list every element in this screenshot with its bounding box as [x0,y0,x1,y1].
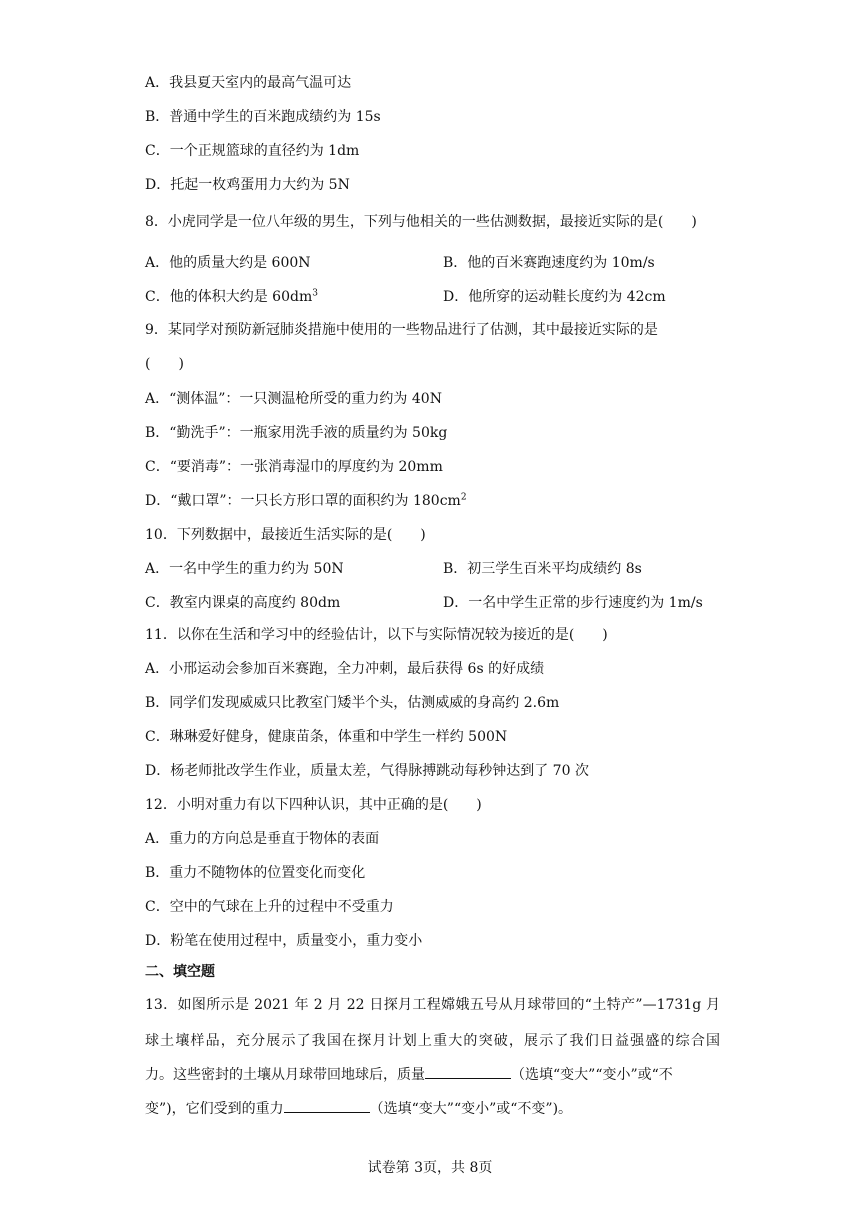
q10-option-d: D．一名中学生正常的步行速度约为 1m/s [443,595,703,611]
page-footer: 试卷第 3页，共 8页 [367,1160,493,1176]
q9-stem-line1: 9．某同学对预防新冠肺炎措施中使用的一些物品进行了估测，其中最接近实际的是 [145,322,658,338]
q10-option-b: B．初三学生百米平均成绩约 8s [443,561,642,577]
q10-option-c: C．教室内课桌的高度约 80dm [145,595,341,611]
q11-option-a: A．小邢运动会参加百米赛跑，全力冲刺，最后获得 6s 的好成绩 [145,661,545,677]
q9-option-b: B．“勤洗手”：一瓶家用洗手液的质量约为 50kg [145,425,448,441]
q13-line4-choices: （选填“变大”“变小”或“不变”)。 [369,1101,573,1117]
q7-option-d: D．托起一枚鸡蛋用力大约为 5N [145,177,350,193]
q13-line1: 13．如图所示是 2021 年 2 月 22 日探月工程嫦娥五号从月球带回的“土特产”—1731g 月 [145,997,720,1013]
q13-line2: 球土壤样品，充分展示了我国在探月计划上重大的突破，展示了我们日益强盛的综合国 [145,1033,720,1049]
q7-option-c: C．一个正规篮球的直径约为 1dm [145,143,360,159]
answer-blank-gravity[interactable] [284,1098,370,1113]
q8-option-c-text: C．他的体积大约是 60dm [145,289,313,305]
q11-option-b: B．同学们发现威威只比教室门矮半个头，估测威威的身高约 2.6m [145,695,560,711]
q9-stem-line2: ( ) [145,356,184,372]
q12-option-a: A．重力的方向总是垂直于物体的表面 [145,831,380,847]
q12-option-d: D．粉笔在使用过程中，质量变小，重力变小 [145,933,423,949]
answer-blank-mass[interactable] [425,1064,511,1079]
q9-option-c: C．“要消毒”：一张消毒湿巾的厚度约为 20mm [145,459,443,475]
q12-stem: 12．小明对重力有以下四种认识，其中正确的是( ) [145,797,482,813]
q13-line3 [145,1064,673,1085]
q8-option-d: D．他所穿的运动鞋长度约为 42cm [443,289,666,305]
q9-option-d [145,491,467,511]
section-heading-fill-in: 二、填空题 [145,964,215,980]
superscript: 3 [312,288,318,299]
q11-option-c: C．琳琳爱好健身，健康苗条，体重和中学生一样约 500N [145,729,508,745]
q10-stem: 10．下列数据中，最接近生活实际的是( ) [145,527,426,543]
q8-option-b: B．他的百米赛跑速度约为 10m/s [443,255,655,271]
q13-line3-choices: （选填“变大”“变小”或“不 [511,1067,673,1083]
q12-option-b: B．重力不随物体的位置变化而变化 [145,865,366,881]
q8-option-c [145,287,318,307]
q8-stem: 8．小虎同学是一位八年级的男生，下列与他相关的一些估测数据，最接近实际的是( ) [145,214,697,230]
q13-line3-text: 力。这些密封的土壤从月球带回地球后，质量 [145,1067,425,1083]
q11-option-d: D．杨老师批改学生作业，质量太差，气得脉搏跳动每秒钟达到了 70 次 [145,763,589,779]
q13-line4-text: 变”)，它们受到的重力 [145,1101,284,1117]
q7-option-a: A．我县夏天室内的最高气温可达 [145,75,352,91]
q9-option-a: A．“测体温”：一只测温枪所受的重力约为 40N [145,391,442,407]
q12-option-c: C．空中的气球在上升的过程中不受重力 [145,899,394,915]
q10-option-a: A．一名中学生的重力约为 50N [145,561,344,577]
q9-option-d-text: D．“戴口罩”：一只长方形口罩的面积约为 180cm [145,493,461,509]
q11-stem: 11．以你在生活和学习中的经验估计，以下与实际情况较为接近的是( ) [145,627,608,643]
q7-option-b: B．普通中学生的百米跑成绩约为 15s [145,109,381,125]
q8-option-a: A．他的质量大约是 600N [145,255,311,271]
q13-line4 [145,1098,572,1119]
superscript: 2 [460,492,467,503]
